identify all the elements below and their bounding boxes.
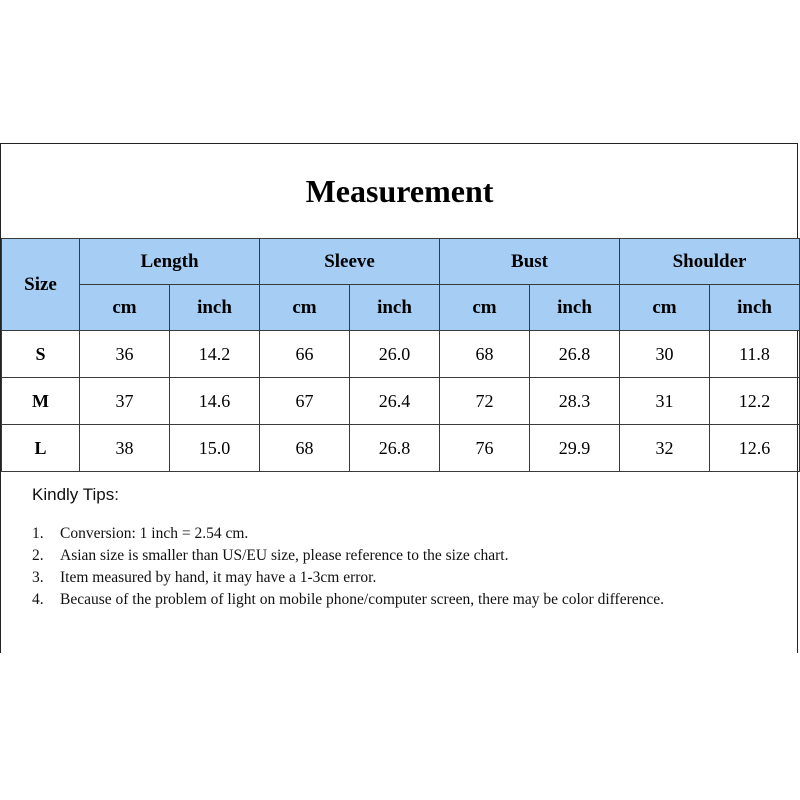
unit-header: inch (350, 285, 440, 331)
table-cell: 37 (80, 378, 170, 425)
size-table (1, 238, 800, 472)
tip-number: 2. (32, 547, 44, 564)
list-item (32, 589, 740, 611)
table-cell: 32 (620, 425, 710, 472)
table-unit-row (2, 285, 800, 331)
unit-header: cm (260, 285, 350, 331)
tip-text: Asian size is smaller than US/EU size, please reference to the size chart. (60, 547, 509, 564)
table-cell: 72 (440, 378, 530, 425)
tip-number: 1. (32, 525, 44, 542)
table-cell: 29.9 (530, 425, 620, 472)
size-label: M (2, 378, 80, 425)
table-cell: 28.3 (530, 378, 620, 425)
table-cell: 15.0 (170, 425, 260, 472)
table-row (2, 378, 800, 425)
table-cell: 26.0 (350, 331, 440, 378)
length-header: Length (80, 239, 260, 285)
table-cell: 36 (80, 331, 170, 378)
tip-number: 4. (32, 591, 44, 608)
table-cell: 26.4 (350, 378, 440, 425)
kindly-tips (32, 485, 740, 611)
tip-text: Because of the problem of light on mobile phone/computer screen, there may be color difference. (60, 591, 664, 608)
table-row (2, 425, 800, 472)
table-cell: 38 (80, 425, 170, 472)
tips-title: Kindly Tips: (32, 485, 119, 504)
shoulder-header: Shoulder (620, 239, 800, 285)
table-cell: 14.6 (170, 378, 260, 425)
table-cell: 12.2 (710, 378, 800, 425)
table-cell: 31 (620, 378, 710, 425)
table-cell: 12.6 (710, 425, 800, 472)
sleeve-header: Sleeve (260, 239, 440, 285)
size-label: L (2, 425, 80, 472)
table-header-row (2, 239, 800, 285)
list-item (32, 567, 740, 589)
unit-header: inch (710, 285, 800, 331)
tip-text: Item measured by hand, it may have a 1-3cm error. (60, 569, 377, 586)
list-item (32, 545, 740, 567)
table-cell: 30 (620, 331, 710, 378)
unit-header: cm (440, 285, 530, 331)
table-row (2, 331, 800, 378)
table-cell: 26.8 (530, 331, 620, 378)
bust-header: Bust (440, 239, 620, 285)
size-label: S (2, 331, 80, 378)
unit-header: inch (530, 285, 620, 331)
table-cell: 68 (260, 425, 350, 472)
table-cell: 26.8 (350, 425, 440, 472)
unit-header: cm (620, 285, 710, 331)
size-column-header: Size (2, 239, 80, 331)
tip-number: 3. (32, 569, 44, 586)
table-cell: 66 (260, 331, 350, 378)
table-cell: 14.2 (170, 331, 260, 378)
unit-header: cm (80, 285, 170, 331)
table-cell: 11.8 (710, 331, 800, 378)
tips-list (32, 523, 740, 611)
table-cell: 67 (260, 378, 350, 425)
list-item (32, 523, 740, 545)
table-cell: 76 (440, 425, 530, 472)
page-title: Measurement (305, 172, 494, 209)
tip-text: Conversion: 1 inch = 2.54 cm. (60, 525, 249, 542)
unit-header: inch (170, 285, 260, 331)
table-cell: 68 (440, 331, 530, 378)
